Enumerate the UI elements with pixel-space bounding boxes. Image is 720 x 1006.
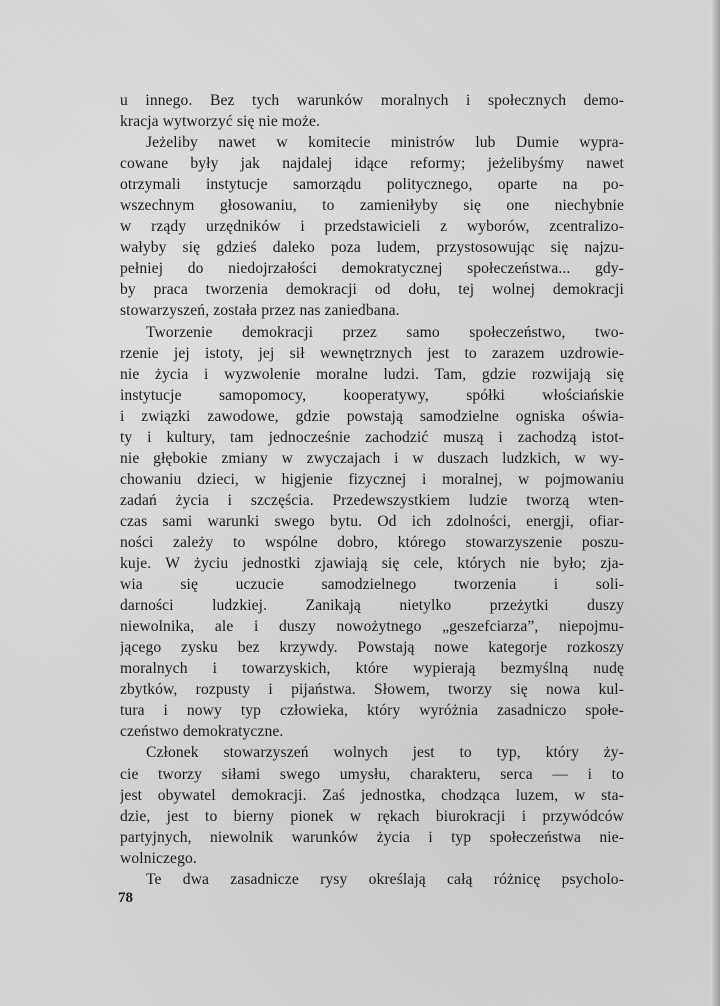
text-line: i związki zawodowe, gdzie powstają samodzielne ogniska oświa- (120, 407, 624, 425)
text-line: cowane były jak najdalej idące reformy; jeżelibyśmy nawet (120, 155, 624, 173)
text-line: by praca tworzenia demokracji od dołu, tej wolnej demokracji (120, 281, 624, 299)
page-number: 78 (118, 890, 133, 906)
text-line: zbytków, rozpusty i pijaństwa. Słowem, tworzy się nowa kul- (120, 681, 624, 699)
text-line: nie życia i wyzwolenie moralne ludzi. Tam, gdzie rozwijają się (120, 365, 624, 383)
text-line: wolniczego. (120, 849, 197, 867)
text-line: Jeżeliby nawet w komitecie ministrów lub Dumie wypra- (146, 134, 624, 152)
text-line: pełniej do niedojrzałości demokratycznej społeczeństwa... gdy- (120, 260, 624, 278)
text-line: jest obywatel demokracji. Zaś jednostka, chodząca luzem, w sta- (120, 786, 624, 804)
text-line: wszechnym głosowaniu, to zamieniłyby się one niechybnie (120, 197, 624, 215)
text-line: tura i nowy typ człowieka, który wyróżnia zasadniczo społe- (120, 702, 624, 720)
text-line: instytucje samopomocy, kooperatywy, spółki włościańskie (120, 386, 624, 404)
text-line: chowaniu dzieci, w higjenie fizycznej i moralnej, w pojmowaniu (120, 470, 624, 488)
text-line: nie głębokie zmiany w zwyczajach i w duszach ludzkich, w wy- (120, 449, 624, 467)
text-line: ty i kultury, tam jednocześnie zachodzić muszą i zachodzą istot- (120, 428, 624, 446)
text-line: cie tworzy siłami swego umysłu, charakteru, serca — i to (120, 765, 624, 783)
text-line: czas sami warunki swego bytu. Od ich zdolności, energji, ofiar- (120, 512, 624, 530)
text-line: otrzymali instytucje samorządu politycznego, oparte na po- (120, 176, 624, 194)
text-line: rzenie jej istoty, jej sił wewnętrznych jest to zarazem uzdrowie- (120, 344, 624, 362)
text-line: ności zależy to wspólne dobro, którego stowarzyszenie poszu- (120, 533, 624, 551)
text-line: kracja wytworzyć się nie może. (120, 113, 321, 131)
text-line: Tworzenie demokracji przez samo społeczeństwo, two- (146, 323, 624, 341)
text-line: jącego zysku bez krzywdy. Powstają nowe kategorje rozkoszy (120, 639, 624, 657)
text-line: darności ludzkiej. Zanikają nietylko przeżytki duszy (120, 597, 624, 615)
text-line: wałyby się gdzieś daleko poza ludem, przystosowując się najzu- (120, 239, 624, 257)
text-line: wia się uczucie samodzielnego tworzenia i soli- (120, 576, 624, 594)
text-line: Członek stowarzyszeń wolnych jest to typ, który ży- (146, 744, 624, 762)
text-line: stowarzyszeń, została przez nas zaniedbana. (120, 302, 400, 320)
text-line: dzie, jest to bierny pionek w rękach biurokracji i przywódców (120, 807, 624, 825)
text-line: czeństwo demokratyczne. (120, 723, 284, 741)
text-line: niewolnika, ale i duszy nowożytnego „geszefciarza”, niepojmu- (120, 618, 624, 636)
text-line: partyjnych, niewolnik warunków życia i typ społeczeństwa nie- (120, 828, 624, 846)
text-line: moralnych i towarzyskich, które wypierają bezmyślną nudę (120, 660, 624, 678)
text-line: u innego. Bez tych warunków moralnych i społecznych demo- (120, 92, 624, 109)
text-line: zadań życia i szczęścia. Przedewszystkiem ludzie tworzą wten- (120, 491, 624, 509)
page-edge-shadow (710, 0, 720, 1006)
body-text (120, 90, 624, 890)
text-line: kuje. W życiu jednostki zjawiają się cele, których nie było; zja- (120, 555, 624, 573)
text-line: Te dwa zasadnicze rysy określają całą różnicę psycholo- (146, 870, 624, 888)
text-line: w rządy urzędników i przedstawicieli z wyborów, zcentralizo- (120, 218, 624, 236)
